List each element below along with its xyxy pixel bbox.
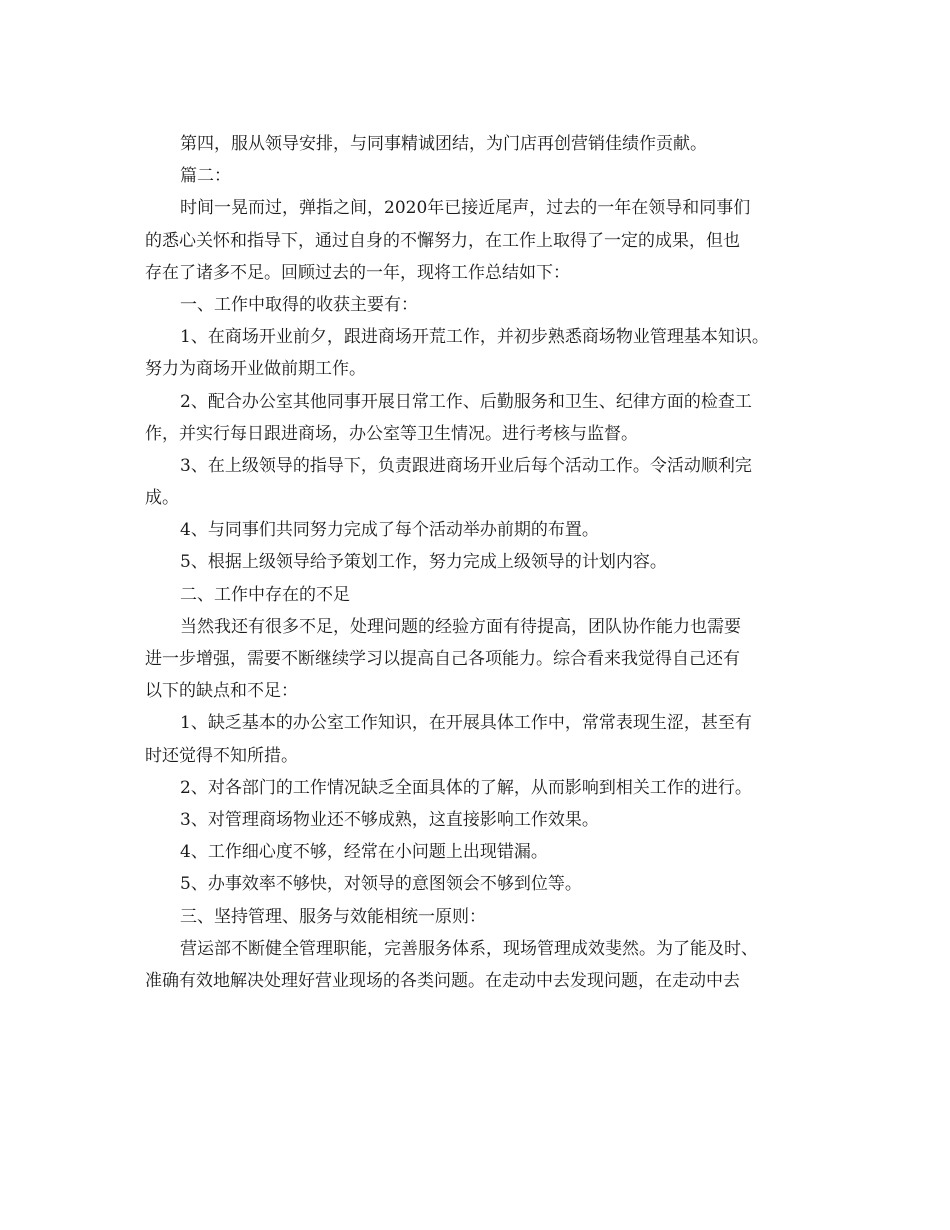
text-line: 3、在上级领导的指导下，负责跟进商场开业后每个活动工作。令活动顺利完: [180, 455, 752, 476]
text-line: 3、对管理商场物业还不够成熟，这直接影响工作效果。: [180, 809, 599, 830]
text-line: 时还觉得不知所措。: [145, 745, 298, 766]
text-line: 二、工作中存在的不足: [180, 584, 350, 605]
text-line: 第四，服从领导安排，与同事精诚团结，为门店再创营销佳绩作贡献。: [180, 134, 707, 154]
text-line: 营运部不断健全管理职能，完善服务体系，现场管理成效斐然。为了能及时、: [180, 938, 758, 959]
text-line: 4、与同事们共同努力完成了每个活动举办前期的布置。: [180, 520, 599, 541]
text-line: 时间一晃而过，弹指之间，2020年已接近尾声，过去的一年在领导和同事们: [180, 198, 751, 219]
text-line: 进一步增强，需要不断继续学习以提高自己各项能力。综合看来我觉得自己还有: [145, 649, 740, 669]
text-line: 作，并实行每日跟进商场，办公室等卫生情况。进行考核与监督。: [145, 423, 638, 444]
text-line: 努力为商场开业做前期工作。: [145, 359, 366, 380]
text-line: 篇二：: [180, 166, 231, 187]
text-line: 一、工作中取得的收获主要有：: [180, 294, 418, 315]
text-line: 准确有效地解决处理好营业现场的各类问题。在走动中去发现问题，在走动中去: [145, 970, 740, 991]
text-line: 存在了诸多不足。回顾过去的一年，现将工作总结如下：: [145, 262, 570, 283]
text-line: 4、工作细心度不够，经常在小问题上出现错漏。: [180, 842, 548, 863]
text-line: 2、对各部门的工作情况缺乏全面具体的了解，从而影响到相关工作的进行。: [180, 777, 752, 798]
text-line: 以下的缺点和不足：: [145, 681, 298, 702]
text-line: 三、坚持管理、服务与效能相统一原则：: [180, 906, 486, 927]
text-line: 当然我还有很多不足，处理问题的经验方面有待提高，团队协作能力也需要: [180, 616, 741, 637]
text-line: 1、在商场开业前夕，跟进商场开荒工作，并初步熟悉商场物业管理基本知识。: [180, 327, 769, 348]
text-line: 的悉心关怀和指导下，通过自身的不懈努力，在工作上取得了一定的成果，但也: [145, 230, 740, 251]
text-line: 5、根据上级领导给予策划工作，努力完成上级领导的计划内容。: [180, 552, 667, 573]
text-line: 1、缺乏基本的办公室工作知识，在开展具体工作中，常常表现生涩，甚至有: [180, 713, 752, 734]
text-line: 5、办事效率不够快，对领导的意图领会不够到位等。: [180, 874, 582, 895]
text-line: 2、配合办公室其他同事开展日常工作、后勤服务和卫生、纪律方面的检查工: [180, 391, 752, 412]
text-line: 成。: [145, 488, 179, 509]
document-body: [145, 128, 825, 997]
